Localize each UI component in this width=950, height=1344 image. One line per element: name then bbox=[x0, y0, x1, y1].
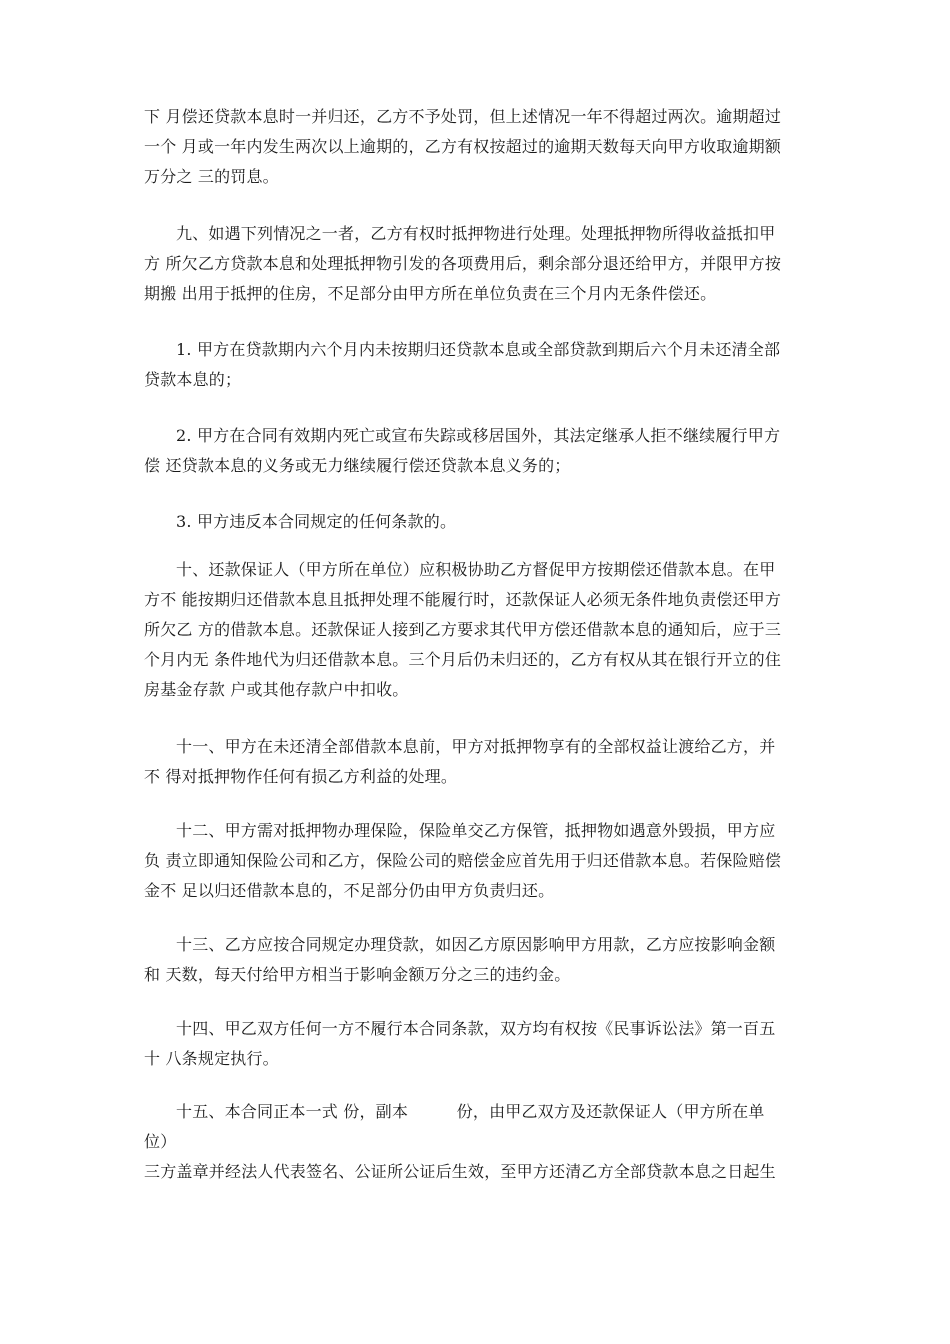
text-line: 十、还款保证人（甲方所在单位）应积极协助乙方督促甲方按期偿还借款本息。在甲 bbox=[176, 560, 776, 579]
text-line: 负 责立即通知保险公司和乙方，保险公司的赔偿金应首先用于归还借款本息。若保险赔偿 bbox=[144, 851, 782, 870]
text-line: 位） bbox=[144, 1132, 177, 1151]
text-line: 偿 还贷款本息的义务或无力继续履行偿还贷款本息义务的； bbox=[144, 456, 571, 475]
text-line: 房基金存款 户或其他存款户中扣收。 bbox=[144, 680, 409, 699]
paragraph-clause-9 bbox=[144, 219, 834, 309]
text-line: 十一、甲方在未还清全部借款本息前，甲方对抵押物享有的全部权益让渡给乙方，并 bbox=[176, 737, 776, 756]
paragraph-clause-15 bbox=[144, 1097, 834, 1187]
text-line: 十 八条规定执行。 bbox=[144, 1049, 279, 1068]
text-line: 贷款本息的； bbox=[144, 370, 242, 389]
text-line: 不 得对抵押物作任何有损乙方利益的处理。 bbox=[144, 767, 458, 786]
paragraph-clause-10 bbox=[144, 555, 834, 705]
text-line: 期搬 出用于抵押的住房，不足部分由甲方所在单位负责在三个月内无条件偿还。 bbox=[144, 284, 717, 303]
text-line: 和 天数，每天付给甲方相当于影响金额万分之三的违约金。 bbox=[144, 965, 571, 984]
text-line: 金不 足以归还借款本息的，不足部分仍由甲方负责归还。 bbox=[144, 881, 555, 900]
text-line: 1. 甲方在贷款期内六个月内未按期归还贷款本息或全部贷款到期后六个月未还清全部 bbox=[176, 340, 781, 359]
text-line: 方 所欠乙方贷款本息和处理抵押物引发的各项费用后，剩余部分退还给甲方，并限甲方按 bbox=[144, 254, 782, 273]
text-line: 三方盖章并经法人代表签名、公证所公证后生效，至甲方还清乙方全部贷款本息之日起生 bbox=[144, 1162, 776, 1181]
text-line: 所欠乙 方的借款本息。还款保证人接到乙方要求其代甲方偿还借款本息的通知后，应于三 bbox=[144, 620, 782, 639]
text-line: 十四、甲乙双方任何一方不履行本合同条款，双方均有权按《民事诉讼法》第一百五 bbox=[176, 1019, 776, 1038]
text-line: 下 月偿还贷款本息时一并归还，乙方不予处罚，但上述情况一年不得超过两次。逾期超过 bbox=[144, 107, 782, 126]
paragraph-overdue-penalty bbox=[144, 102, 834, 192]
text-line: 2. 甲方在合同有效期内死亡或宣布失踪或移居国外，其法定继承人拒不继续履行甲方 bbox=[176, 426, 781, 445]
text-line: 十五、本合同正本一式 份，副本 份，由甲乙双方及还款保证人（甲方所在单 bbox=[176, 1102, 765, 1121]
text-line: 3. 甲方违反本合同规定的任何条款的。 bbox=[176, 512, 457, 531]
paragraph-clause-14 bbox=[144, 1014, 834, 1074]
paragraph-item-3 bbox=[144, 507, 834, 537]
text-line: 万分之 三的罚息。 bbox=[144, 167, 279, 186]
paragraph-item-2 bbox=[144, 421, 834, 481]
text-line: 个月内无 条件地代为归还借款本息。三个月后仍未归还的，乙方有权从其在银行开立的住 bbox=[144, 650, 782, 669]
text-line: 十二、甲方需对抵押物办理保险，保险单交乙方保管，抵押物如遇意外毁损，甲方应 bbox=[176, 821, 776, 840]
text-line: 九、如遇下列情况之一者，乙方有权时抵押物进行处理。处理抵押物所得收益抵扣甲 bbox=[176, 224, 776, 243]
text-line: 一个 月或一年内发生两次以上逾期的，乙方有权按超过的逾期天数每天向甲方收取逾期额 bbox=[144, 137, 782, 156]
text-line: 方不 能按期归还借款本息且抵押处理不能履行时，还款保证人必须无条件地负责偿还甲方 bbox=[144, 590, 782, 609]
paragraph-item-1 bbox=[144, 335, 834, 395]
text-line: 十三、乙方应按合同规定办理贷款，如因乙方原因影响甲方用款，乙方应按影响金额 bbox=[176, 935, 776, 954]
paragraph-clause-13 bbox=[144, 930, 834, 990]
paragraph-clause-12 bbox=[144, 816, 834, 906]
paragraph-clause-11 bbox=[144, 732, 834, 792]
